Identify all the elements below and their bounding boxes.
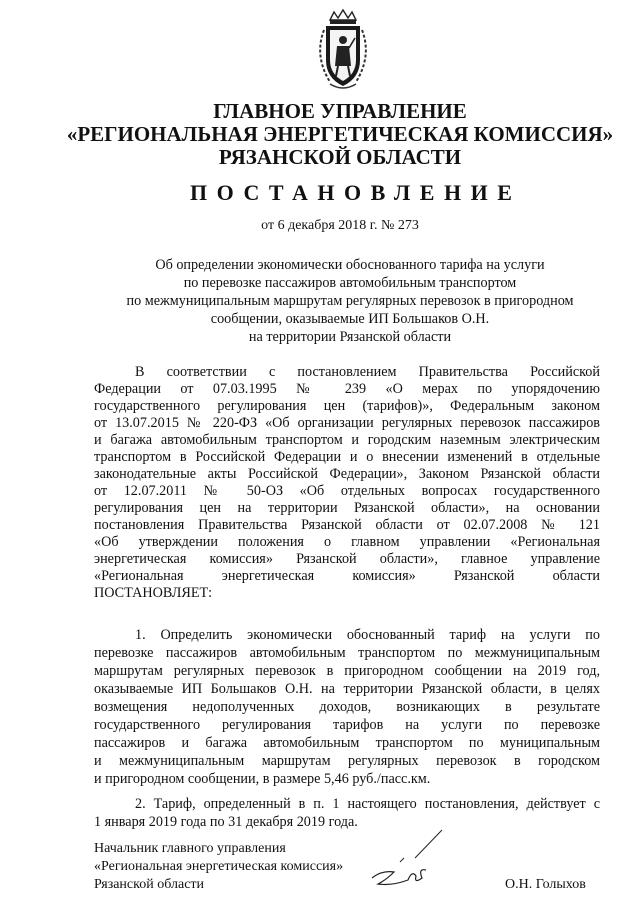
- item1-line: и межмуниципальным маршрутам регулярных перевозок в городском: [94, 753, 600, 769]
- subject-line: по межмуниципальным маршрутам регулярных перевозок в пригородном: [126, 293, 574, 309]
- handwritten-signature-icon: [360, 818, 460, 898]
- item1-line: оказываемые ИП Большаков О.Н. на территории Рязанской области, в целях: [94, 681, 600, 697]
- coat-of-arms-icon: [300, 8, 386, 94]
- item2-line: 1 января 2019 года по 31 декабря 2019 года.: [94, 814, 358, 830]
- item1-line: пассажиров и багажа автомобильным транспортом по муниципальным: [94, 735, 600, 751]
- item1-line: и пригородном сообщении, в размере 5,46 руб./пасс.км.: [94, 771, 431, 787]
- org-name-line3: РЯЗАНСКОЙ ОБЛАСТИ: [218, 145, 462, 169]
- signatory-position-line: Начальник главного управления: [94, 841, 286, 856]
- subject-line: на территории Рязанской области: [248, 329, 452, 345]
- subject-line: Об определении экономически обоснованного тарифа на услуги: [155, 257, 545, 273]
- preamble-line: постановления Правительства Рязанской области от 02.07.2008 № 121: [94, 517, 600, 533]
- subject-line: сообщении, оказываемые ИП Большаков О.Н.: [210, 311, 490, 327]
- preamble-line: государственного регулирования цен (тарифов)», Федеральным законом: [94, 398, 600, 414]
- item2-line: 2. Тариф, определенный в п. 1 настоящего постановления, действует с: [135, 796, 600, 812]
- preamble-line: «Об утверждении положения о главном управлении «Региональная: [94, 534, 600, 550]
- preamble-line: ПОСТАНОВЛЯЕТ:: [94, 585, 213, 601]
- preamble-line: Федерации от 07.03.1995 № 239 «О мерах по упорядочению: [94, 381, 600, 397]
- document-date-number: от 6 декабря 2018 г. № 273: [261, 218, 419, 233]
- preamble-line: транспортом в Российской Федерации и о внесении изменений в отдельные: [94, 449, 600, 465]
- preamble-line: и багажа автомобильным транспортом и городским наземным электрическим: [94, 432, 600, 448]
- preamble-line: от 13.07.2015 № 220-ФЗ «Об организации регулярных перевозок пассажиров: [94, 415, 600, 431]
- subject-line: по перевозке пассажиров автомобильным транспортом: [183, 275, 517, 291]
- item1-line: возмещения недополученных доходов, возникающих в результате: [94, 699, 600, 715]
- preamble-line: «Региональная энергетическая комиссия» Рязанской области: [94, 568, 600, 584]
- signatory-position-line: Рязанской области: [94, 877, 205, 892]
- preamble-line: В соответствии с постановлением Правительства Российской: [135, 364, 600, 380]
- preamble-line: от 12.07.2011 № 50-ОЗ «Об отдельных вопросах государственного: [94, 483, 600, 499]
- item1-line: перевозке пассажиров автомобильным транспортом по межмуниципальным: [94, 645, 600, 661]
- preamble-line: законодательные акты Российской Федерации», Законом Рязанской области: [94, 466, 600, 482]
- signatory-position-line: «Региональная энергетическая комиссия»: [94, 859, 344, 874]
- signatory-name: О.Н. Голыхов: [505, 877, 586, 892]
- preamble-line: энергетическая комиссия» Рязанской области», главное управление: [94, 551, 600, 567]
- org-name-line1: ГЛАВНОЕ УПРАВЛЕНИЕ: [213, 99, 467, 123]
- item1-line: государственного регулирования тарифов на услуги по перевозке: [94, 717, 600, 733]
- org-name-line2: «РЕГИОНАЛЬНАЯ ЭНЕРГЕТИЧЕСКАЯ КОМИССИЯ»: [66, 122, 614, 146]
- preamble-line: регулирования цен на территории Рязанской области», на основании: [94, 500, 600, 516]
- item1-line: маршрутам регулярных перевозок в пригородном сообщении на 2019 год,: [94, 663, 600, 679]
- item1-line: 1. Определить экономически обоснованный тариф на услуги по: [135, 627, 600, 643]
- document-type-title: ПОСТАНОВЛЕНИЕ: [190, 180, 522, 205]
